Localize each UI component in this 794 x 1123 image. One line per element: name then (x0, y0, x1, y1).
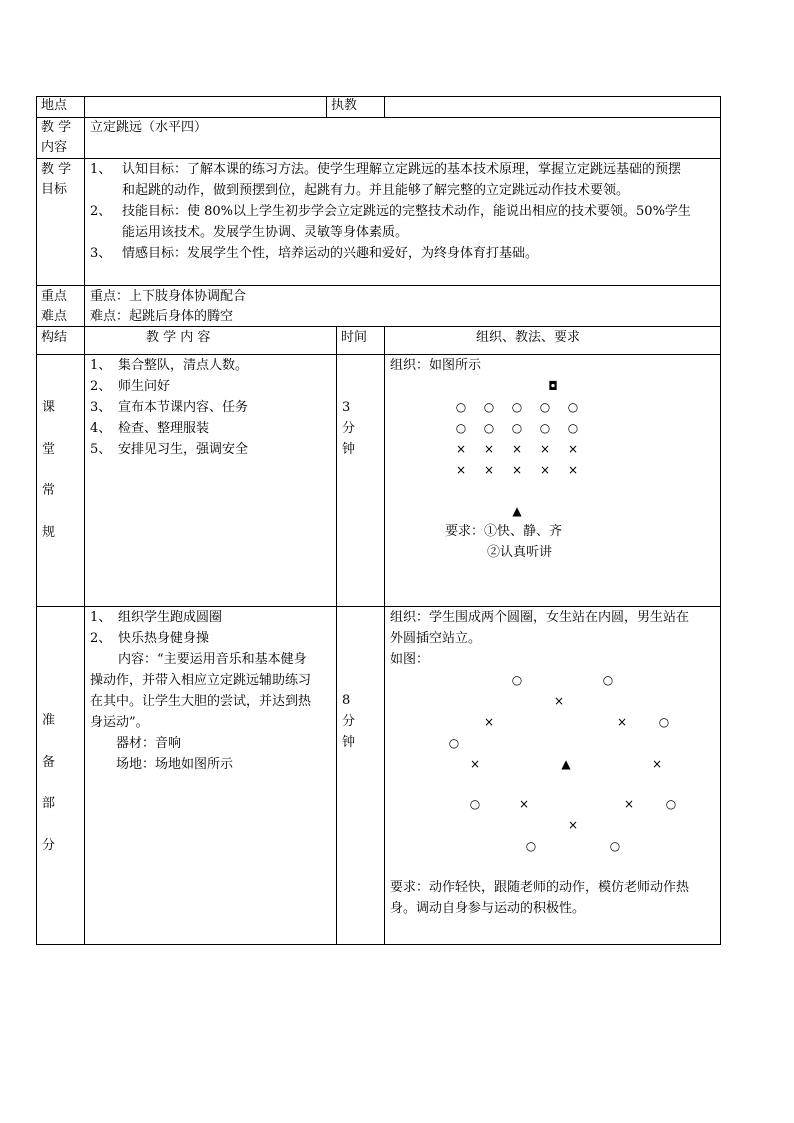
section1-label-char: 课 (42, 400, 56, 415)
time-unit-char: 钟 (342, 442, 356, 457)
requirement-line: 要求：①快、静、齐 (445, 524, 563, 539)
table-border-right (720, 96, 721, 945)
key-point: 重点：上下肢身体协调配合 (90, 289, 247, 304)
student-cross-icon: × (455, 442, 467, 456)
student-cross-icon: × (483, 463, 495, 477)
list-item: 集合整队，清点人数。 (118, 358, 249, 373)
col-divider (336, 326, 337, 945)
col-divider (84, 96, 85, 945)
org-line: 组织：学生围成两个圆圈，女生站在内圆，男生站在 (390, 610, 690, 625)
location-label: 地点 (41, 98, 68, 113)
col-divider (326, 96, 327, 118)
student-circle-icon: ○ (665, 797, 677, 811)
equipment-text: 器材：音响 (116, 736, 182, 751)
section1-label-char: 堂 (42, 442, 56, 457)
student-circle-icon: ○ (539, 421, 551, 435)
list-item: 检查、整理服装 (118, 421, 210, 436)
lesson-plan-table (36, 96, 720, 945)
table-border-bottom (36, 944, 720, 945)
description-line: 在其中。让学生大胆的尝试，并达到热 (90, 694, 312, 709)
goal-2-line-1: 技能目标：使 80%以上学生初步学会立定跳远的完整技术动作，能说出相应的技术要领。50%学生 (122, 204, 691, 219)
org-line: 如图： (390, 652, 430, 667)
student-circle-icon: ○ (455, 421, 467, 435)
student-circle-icon: ○ (609, 839, 621, 853)
goal-2-line-2: 能运用该技术。发展学生协调、灵敏等身体素质。 (122, 225, 409, 240)
list-item-number: 3、 (90, 400, 112, 415)
col-divider (384, 326, 385, 945)
list-item-number: 1、 (90, 610, 112, 625)
goal-3-number: 3、 (90, 246, 112, 261)
col-header-structure: 构结 (41, 330, 68, 345)
goals-label-1: 教 学 (41, 162, 72, 177)
student-circle-icon: ○ (483, 400, 495, 414)
requirement-line: 身。调动自身参与运动的积极性。 (390, 901, 586, 916)
section1-label-char: 规 (42, 525, 56, 540)
list-item-number: 5、 (90, 442, 112, 457)
key-label-1: 重点 (41, 289, 68, 304)
row-divider (36, 158, 720, 159)
time-unit-char: 分 (342, 421, 356, 436)
time-unit-char: 分 (342, 714, 356, 729)
student-cross-icon: × (511, 463, 523, 477)
list-item-number: 2、 (90, 631, 112, 646)
time-value: 3 (342, 400, 351, 415)
description-line: 操动作，并带入相应立定跳远辅助练习 (90, 673, 312, 688)
student-circle-icon: ○ (511, 400, 523, 414)
list-item-number: 1、 (90, 358, 112, 373)
teacher-triangle-icon: ▲ (561, 757, 571, 771)
student-circle-icon: ○ (511, 421, 523, 435)
content-label-2: 内容 (41, 140, 68, 155)
section2-label-char: 部 (42, 796, 56, 811)
student-circle-icon: ○ (455, 400, 467, 414)
list-item: 组织学生跑成圆圈 (118, 610, 223, 625)
goals-label-2: 目标 (41, 182, 68, 197)
list-item-number: 4、 (90, 421, 112, 436)
section1-label-char: 常 (42, 483, 56, 498)
col-header-organization: 组织、教法、要求 (476, 330, 581, 345)
student-cross-icon: × (483, 715, 495, 729)
requirement-line: ②认真听讲 (487, 545, 553, 560)
list-item-number: 2、 (90, 379, 112, 394)
student-cross-icon: × (518, 797, 530, 811)
teacher-triangle-icon: ▲ (512, 504, 522, 518)
student-circle-icon: ○ (567, 400, 579, 414)
student-cross-icon: × (455, 463, 467, 477)
description-line: 内容：“主要运用音乐和基本健身 (118, 652, 307, 667)
time-value: 8 (342, 693, 351, 708)
requirement-line: 要求：动作轻快，跟随老师的动作，模仿老师动作热 (390, 880, 690, 895)
list-item: 快乐热身健身操 (118, 631, 210, 646)
list-item: 宣布本节课内容、任务 (118, 400, 249, 415)
student-cross-icon: × (553, 694, 565, 708)
student-cross-icon: × (623, 797, 635, 811)
student-circle-icon: ○ (448, 736, 460, 750)
student-circle-icon: ○ (567, 421, 579, 435)
difficult-point: 难点：起跳后身体的腾空 (90, 309, 234, 324)
row-divider (36, 606, 720, 607)
col-header-content: 教 学 内 容 (146, 330, 211, 345)
teacher-icon: ◘ (548, 379, 558, 393)
section2-label-char: 准 (42, 713, 56, 728)
col-header-time: 时间 (341, 330, 368, 345)
section2-label-char: 备 (42, 755, 56, 770)
org-line: 外圆插空站立。 (390, 631, 482, 646)
student-circle-icon: ○ (602, 673, 614, 687)
student-cross-icon: × (651, 757, 663, 771)
student-circle-icon: ○ (483, 421, 495, 435)
student-circle-icon: ○ (525, 839, 537, 853)
time-unit-char: 钟 (342, 735, 356, 750)
table-border-top (36, 96, 720, 97)
student-cross-icon: × (616, 715, 628, 729)
content-label-1: 教 学 (41, 120, 72, 135)
row-divider (36, 354, 720, 355)
student-cross-icon: × (483, 442, 495, 456)
student-cross-icon: × (511, 442, 523, 456)
section2-label-char: 分 (42, 838, 56, 853)
venue-text: 场地：场地如图所示 (116, 757, 234, 772)
table-border-left (36, 96, 37, 945)
student-circle-icon: ○ (511, 673, 523, 687)
col-divider (384, 96, 385, 118)
student-cross-icon: × (567, 442, 579, 456)
student-circle-icon: ○ (658, 715, 670, 729)
description-line: 身运动”。 (90, 715, 149, 730)
teacher-label: 执教 (331, 98, 358, 113)
goal-1-number: 1、 (90, 162, 112, 177)
row-divider (36, 285, 720, 286)
goal-1-line-2: 和起跳的动作，做到预摆到位，起跳有力。并且能够了解完整的立定跳远动作技术要领。 (122, 183, 630, 198)
student-circle-icon: ○ (539, 400, 551, 414)
student-cross-icon: × (469, 757, 481, 771)
goal-1-line-1: 认知目标：了解本课的练习方法。使学生理解立定跳远的基本技术原理，掌握立定跳远基础的预摆 (122, 162, 682, 177)
goal-3-line-1: 情感目标：发展学生个性，培养运动的兴趣和爱好，为终身体育打基础。 (122, 246, 539, 261)
student-cross-icon: × (539, 442, 551, 456)
student-cross-icon: × (539, 463, 551, 477)
list-item: 师生问好 (118, 379, 171, 394)
lesson-title: 立定跳远（水平四） (90, 120, 208, 135)
org-title: 组织：如图所示 (390, 358, 482, 373)
list-item: 安排见习生，强调安全 (118, 442, 249, 457)
student-cross-icon: × (567, 818, 579, 832)
student-circle-icon: ○ (469, 797, 481, 811)
goal-2-number: 2、 (90, 204, 112, 219)
key-label-2: 难点 (41, 309, 68, 324)
student-cross-icon: × (567, 463, 579, 477)
